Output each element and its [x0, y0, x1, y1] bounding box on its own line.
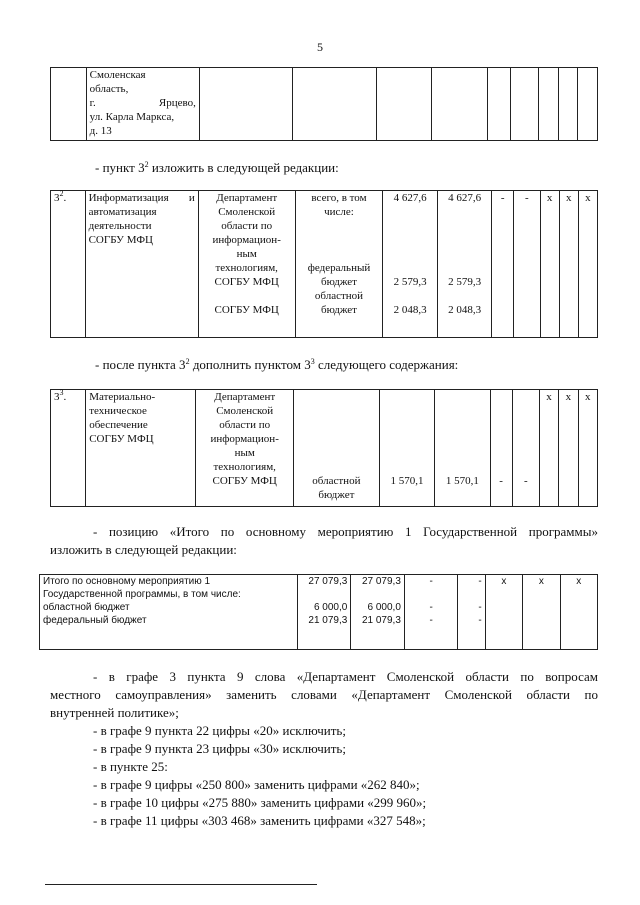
address-line	[90, 96, 196, 110]
source-line: областной	[312, 475, 361, 487]
item-number-cell	[51, 390, 86, 507]
address-line: область,	[89, 83, 129, 95]
executor-line: Департамент	[214, 391, 276, 403]
executor-line: технологиям,	[215, 262, 278, 274]
name-line: деятельности	[88, 220, 152, 232]
dash-cell	[514, 191, 540, 338]
superscript: 2	[144, 160, 149, 169]
spacer	[441, 289, 488, 303]
executor-cell	[196, 390, 294, 507]
x-mark: x	[585, 391, 591, 403]
paragraph-p4-line3: внутренней политике»;	[50, 705, 179, 720]
spacer	[386, 289, 433, 303]
address-line: д. 13	[89, 125, 112, 137]
spacer	[386, 205, 433, 275]
address-line: ул. Карла Маркса,	[89, 111, 175, 123]
x-cell	[485, 575, 522, 650]
total-label-cell	[40, 575, 298, 650]
spacer	[461, 588, 481, 601]
paragraph-p4-line2: местного самоуправления» заменить словами «Департамент Смоленской области по	[50, 687, 598, 702]
source-line: всего, в том	[311, 192, 367, 204]
source-line: бюджет	[320, 276, 357, 288]
value-cell	[297, 575, 351, 650]
name-line: СОГБУ МФЦ	[88, 234, 153, 246]
dash: -	[478, 602, 482, 613]
executor-line: ным	[236, 248, 257, 260]
x-cell	[560, 575, 597, 650]
x-cell	[523, 575, 560, 650]
executor-line: СОГБУ МФЦ	[212, 475, 277, 487]
value: 6 000,0	[313, 602, 348, 613]
executor-line: технологиям,	[213, 461, 276, 473]
table-cell	[376, 68, 431, 141]
text: и	[188, 192, 195, 204]
label-line: Итого по основному мероприятию 1	[43, 576, 211, 587]
paragraph-p2	[95, 356, 458, 373]
spacer	[354, 588, 401, 601]
dash: -	[478, 576, 482, 587]
item-number: 3	[54, 192, 60, 204]
list-item: - в графе 9 пункта 22 цифры «20» исключить;	[93, 723, 346, 738]
list-item: - в графе 11 цифры «303 468» заменить цифрами «327 548»;	[93, 813, 426, 828]
list-item: - в графе 9 цифры «250 800» заменить цифрами «262 840»;	[93, 777, 420, 792]
executor-line: информацион-	[212, 234, 281, 246]
text: - пункт 3	[95, 160, 145, 175]
dash-cell	[492, 191, 514, 338]
text: .	[63, 391, 67, 403]
label-line: федеральный бюджет	[43, 615, 147, 626]
value-cell	[383, 191, 437, 338]
text: Информатизация	[88, 192, 169, 204]
executor-line: СОГБУ МФЦ	[214, 276, 279, 288]
executor-line: области по	[219, 419, 271, 431]
value: 27 079,3	[308, 576, 348, 587]
source-cell	[295, 191, 383, 338]
label-line: Государственной программы, в том числе:	[43, 589, 241, 600]
paragraph-p3-line2: изложить в следующей редакции:	[50, 542, 237, 557]
dash: -	[500, 192, 505, 204]
table-item-3-2	[50, 190, 598, 338]
paragraph-p3-line1: - позицию «Итого по основному мероприятию 1 Государственной программы»	[93, 524, 598, 539]
x-cell	[559, 390, 578, 507]
x-mark: x	[501, 576, 507, 587]
value: 21 079,3	[361, 615, 401, 626]
superscript: 2	[59, 189, 64, 198]
list-item: - в пункте 25:	[93, 759, 168, 774]
spacer	[438, 390, 486, 474]
address-text: Ярцево,	[158, 97, 196, 109]
value: 1 570,1	[445, 475, 479, 487]
value-cell	[379, 390, 434, 507]
spacer	[202, 289, 292, 303]
executor-line: информацион-	[210, 433, 279, 445]
x-cell	[578, 390, 597, 507]
spacer	[297, 390, 376, 474]
superscript: 2	[185, 357, 190, 366]
spacer	[383, 390, 431, 474]
table-item-3-3	[50, 389, 598, 507]
spacer	[301, 588, 348, 601]
spacer	[494, 390, 509, 474]
value-cell	[351, 575, 405, 650]
x-cell	[559, 191, 578, 338]
table-cell	[487, 68, 510, 141]
dash: -	[429, 615, 433, 626]
value: 2 579,3	[393, 276, 427, 288]
dash: -	[525, 192, 529, 204]
executor-line: Смоленской	[216, 405, 274, 417]
address-text: г.	[89, 97, 96, 109]
item-name-cell	[86, 390, 196, 507]
spacer	[408, 588, 455, 601]
dash-cell	[490, 390, 512, 507]
name-line: техническое	[89, 405, 147, 417]
table-address	[50, 67, 598, 141]
table-cell	[539, 68, 559, 141]
item-name-cell	[85, 191, 198, 338]
executor-line: Департамент	[216, 192, 278, 204]
source-line: бюджет	[318, 489, 355, 501]
x-cell	[540, 191, 559, 338]
text: дополнить пунктом 3	[189, 357, 311, 372]
label-line: областной бюджет	[43, 602, 130, 613]
table-total	[39, 574, 598, 650]
value: 4 627,6	[448, 192, 482, 204]
source-line: федеральный	[307, 262, 371, 274]
x-mark: x	[538, 576, 544, 587]
value-cell	[437, 191, 491, 338]
x-mark: x	[585, 192, 591, 204]
x-mark: x	[546, 391, 552, 403]
dash-cell	[458, 575, 485, 650]
x-mark: x	[565, 391, 572, 403]
item-number: 3	[54, 391, 60, 403]
paragraph-p4-line1: - в графе 3 пункта 9 слова «Департамент Смоленской области по вопросам	[93, 669, 598, 684]
x-mark: x	[546, 192, 553, 204]
value: 2 048,3	[448, 304, 482, 316]
dash: -	[499, 475, 503, 487]
value: 27 079,3	[361, 576, 401, 587]
value: 1 570,1	[390, 475, 424, 487]
table-cell	[432, 68, 487, 141]
table-cell	[510, 68, 539, 141]
table-cell	[578, 68, 598, 141]
text: изложить в следующей редакции:	[148, 160, 339, 175]
value: 4 627,6	[393, 192, 427, 204]
executor-line: ным	[234, 447, 255, 459]
x-mark: x	[576, 576, 582, 587]
value: 2 579,3	[448, 276, 482, 288]
dash: -	[523, 475, 528, 487]
name-line: автоматизация	[88, 206, 157, 218]
paragraph-p1	[95, 159, 339, 176]
executor-line: СОГБУ МФЦ	[214, 304, 279, 316]
executor-line: Смоленской	[218, 206, 276, 218]
x-mark: x	[566, 192, 572, 204]
executor-line: области по	[221, 220, 273, 232]
value: 21 079,3	[308, 615, 348, 626]
dash-cell	[512, 390, 539, 507]
spacer	[516, 390, 536, 474]
superscript: 3	[59, 388, 64, 397]
text: - после пункта 3	[95, 357, 186, 372]
source-cell	[294, 390, 380, 507]
name-line	[89, 191, 195, 205]
spacer	[299, 219, 380, 261]
list-item: - в графе 10 цифры «275 880» заменить цифрами «299 960»;	[93, 795, 427, 810]
table-cell	[199, 68, 292, 141]
address-cell	[86, 68, 199, 141]
value-cell	[435, 390, 490, 507]
table-cell	[292, 68, 376, 141]
dash: -	[478, 615, 482, 626]
dash: -	[429, 602, 433, 613]
name-line: обеспечение	[89, 419, 148, 431]
item-number-cell	[51, 191, 86, 338]
value: 2 048,3	[393, 304, 427, 316]
text: следующего содержания:	[314, 357, 459, 372]
x-cell	[539, 390, 558, 507]
source-line: бюджет	[320, 304, 357, 316]
value: 6 000,0	[367, 602, 401, 613]
page-number: 5	[317, 40, 323, 54]
table-cell	[51, 68, 87, 141]
text: .	[63, 192, 67, 204]
source-line: числе:	[324, 206, 354, 218]
name-line: Материально-	[89, 391, 156, 403]
executor-cell	[198, 191, 295, 338]
source-line: областной	[314, 290, 364, 302]
list-item: - в графе 9 пункта 23 цифры «30» исключить;	[93, 741, 346, 756]
spacer	[441, 205, 488, 275]
x-cell	[578, 191, 597, 338]
address-line: Смоленская	[89, 69, 146, 81]
dash-cell	[404, 575, 458, 650]
footnote-divider	[45, 884, 317, 885]
superscript: 3	[310, 357, 315, 366]
name-line: СОГБУ МФЦ	[89, 433, 154, 445]
dash: -	[429, 576, 433, 587]
table-cell	[558, 68, 578, 141]
